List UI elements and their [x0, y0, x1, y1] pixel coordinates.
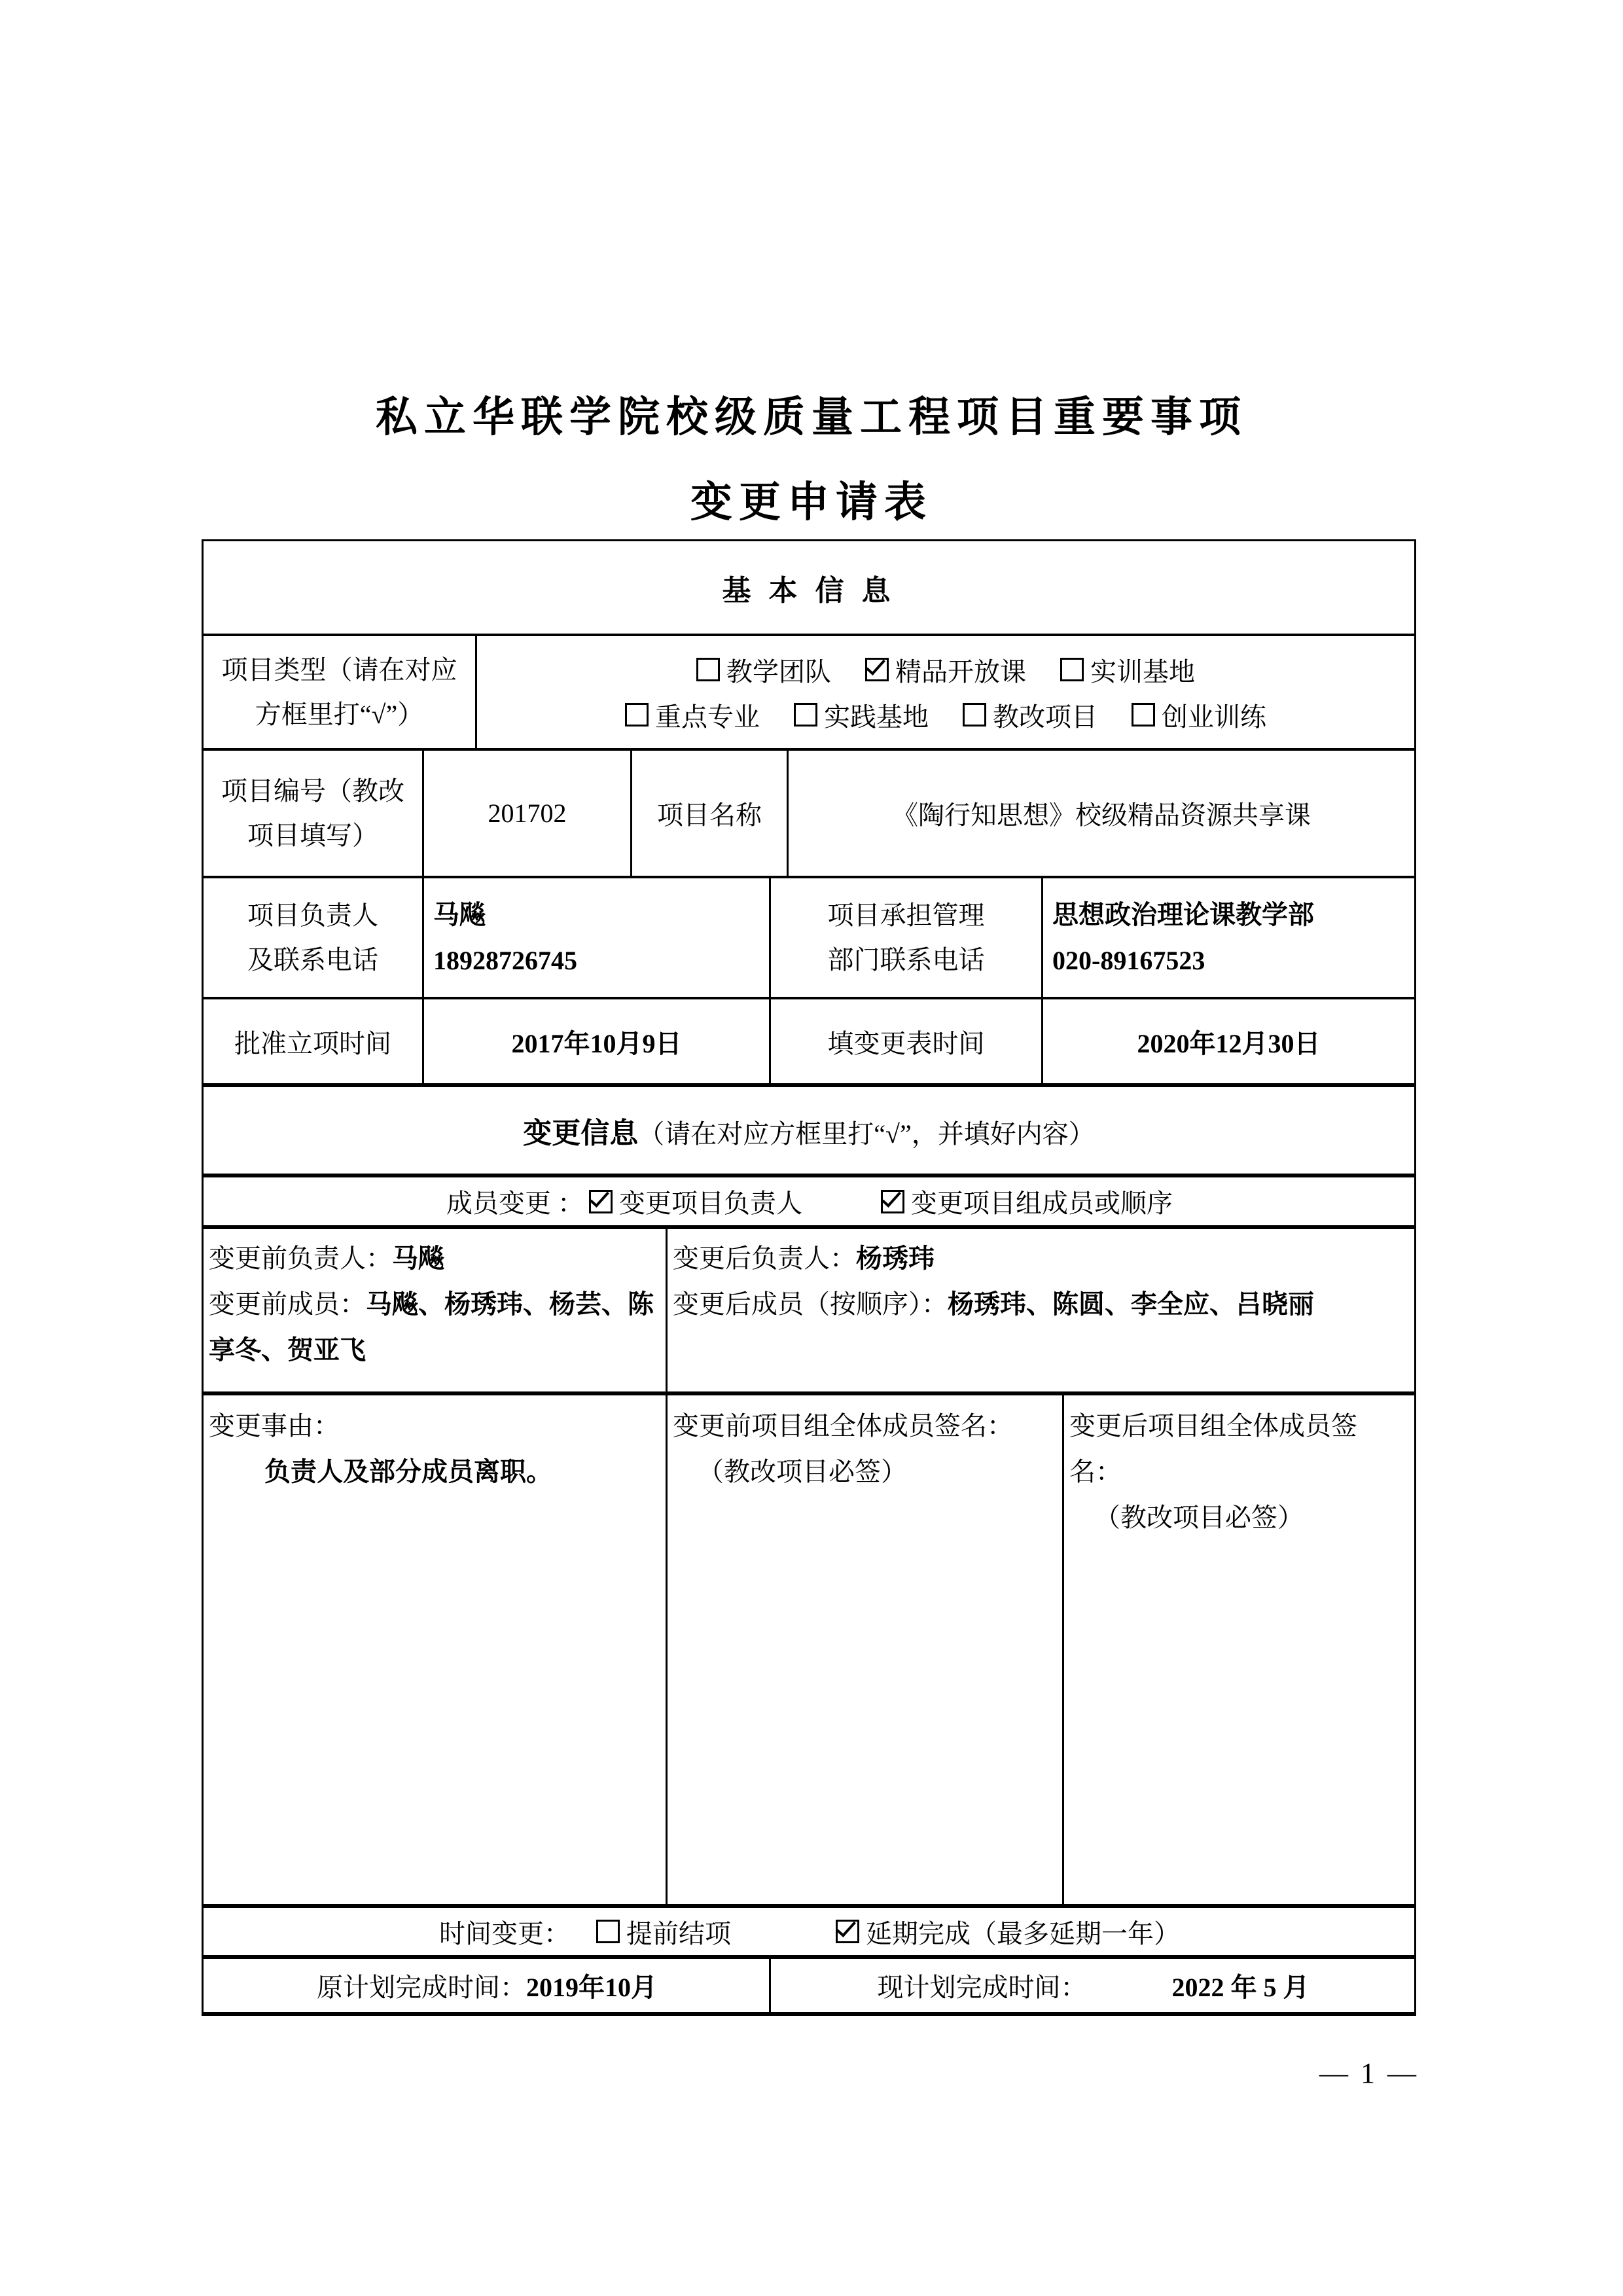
checkbox-change-leader-icon	[589, 1190, 613, 1213]
reason-label: 变更事由：	[209, 1411, 340, 1441]
leader-value-cell	[422, 878, 769, 997]
project-name-label: 项目名称	[657, 800, 762, 830]
fill-date-value-cell	[1041, 999, 1414, 1083]
old-plan-cell	[204, 1959, 769, 2012]
project-name-value-cell	[787, 751, 1414, 876]
dept-label-line2: 部门联系电话	[827, 944, 985, 975]
reason-text: 负责人及部分成员离职。	[264, 1457, 552, 1486]
project-name-value: 《陶行知思想》校级精品资源共享课	[892, 800, 1311, 830]
plan-date-row	[204, 1955, 1414, 2012]
member-change-cell	[204, 1177, 1414, 1225]
leader-name: 马飚	[433, 899, 486, 929]
after-leader-label: 变更后负责人：	[673, 1244, 856, 1273]
approval-date-value: 2017年10月9日	[511, 1028, 682, 1058]
document-title-line2: 变更申请表	[690, 478, 933, 526]
project-number-label-line2: 项目填写）	[247, 820, 378, 850]
change-info-subtitle: （请在对应方框里打“√”，并填好内容）	[638, 1119, 1095, 1149]
old-plan-label: 原计划完成时间：	[317, 1973, 526, 2002]
checkbox-reform-project-icon	[963, 703, 986, 726]
basic-info-header-row	[204, 541, 1414, 634]
option-change-members	[881, 1183, 1173, 1220]
checkbox-key-major-icon	[625, 703, 649, 726]
document-title-line1: 私立华联学院校级质量工程项目重要事项	[376, 393, 1247, 440]
before-leader-name: 马飚	[392, 1244, 444, 1273]
leader-phone: 18928726745	[433, 945, 577, 975]
fill-date-label: 填变更表时间	[827, 1028, 985, 1058]
signature-before-note: （教改项目必签）	[698, 1457, 907, 1486]
basic-info-header-cell	[204, 541, 1414, 634]
approval-date-label: 批准立项时间	[234, 1028, 391, 1058]
option-early-completion-label: 提前结项	[626, 1918, 731, 1948]
checkbox-training-base-icon	[1060, 658, 1084, 681]
project-number-label-cell	[204, 751, 422, 876]
option-key-major-label: 重点专业	[655, 702, 760, 732]
project-type-label-line1: 项目类型（请在对应	[221, 655, 457, 685]
dept-phone: 020-89167523	[1052, 945, 1205, 975]
option-change-leader-label: 变更项目负责人	[619, 1189, 802, 1218]
project-type-options-cell	[475, 636, 1414, 748]
option-entrepreneurship-training-label: 创业训练	[1162, 702, 1266, 732]
checkbox-premium-open-course-icon	[865, 658, 889, 681]
option-training-base	[1060, 651, 1195, 689]
signature-after-note: （教改项目必签）	[1094, 1503, 1304, 1532]
dept-name: 思想政治理论课教学部	[1052, 899, 1314, 929]
project-type-options-line1	[679, 651, 1212, 689]
option-premium-open-course	[865, 651, 1026, 689]
old-plan-value: 2019年10月	[526, 1973, 657, 2002]
option-early-completion	[596, 1913, 731, 1950]
project-name-label-cell	[630, 751, 787, 876]
project-type-label-cell	[204, 636, 475, 748]
dept-value-cell	[1041, 878, 1414, 997]
signature-after-label: 变更后项目组全体成员签名：	[1069, 1411, 1357, 1486]
option-reform-project-label: 教改项目	[993, 702, 1097, 732]
member-change-label: 成员变更 ：	[446, 1189, 584, 1218]
checkbox-practice-base-icon	[794, 703, 817, 726]
option-training-base-label: 实训基地	[1090, 656, 1195, 687]
dept-label-cell	[769, 878, 1041, 997]
project-type-row	[204, 634, 1414, 748]
project-number-label-line1: 项目编号（教改	[221, 776, 404, 806]
signature-after-cell	[1062, 1395, 1414, 1904]
checkbox-teaching-team-icon	[696, 658, 720, 681]
new-plan-value: 2022 年 5 月	[1171, 1973, 1310, 2002]
after-members-label: 变更后成员（按顺序）：	[673, 1289, 948, 1319]
time-change-label: 时间变更：	[439, 1918, 570, 1948]
option-delayed-completion	[836, 1913, 1180, 1950]
fill-date-value: 2020年12月30日	[1137, 1028, 1321, 1058]
leader-label-cell	[204, 878, 422, 997]
dept-label-line1: 项目承担管理	[827, 900, 985, 930]
project-type-options-line2	[608, 696, 1283, 734]
member-change-row	[204, 1174, 1414, 1225]
checkbox-entrepreneurship-training-icon	[1132, 703, 1155, 726]
fill-date-label-cell	[769, 999, 1041, 1083]
before-members-label: 变更前成员：	[209, 1289, 366, 1319]
approval-date-label-cell	[204, 999, 422, 1083]
member-detail-row	[204, 1225, 1414, 1391]
signature-before-label: 变更前项目组全体成员签名：	[673, 1411, 1013, 1441]
option-teaching-team	[696, 651, 831, 689]
project-number-value: 201702	[488, 798, 567, 828]
option-teaching-team-label: 教学团队	[726, 656, 831, 687]
leader-label-line2: 及联系电话	[247, 944, 378, 975]
time-change-row	[204, 1904, 1414, 1955]
after-change-cell	[666, 1229, 1414, 1391]
basic-info-title: 基 本 信 息	[722, 574, 896, 607]
option-entrepreneurship-training	[1132, 696, 1266, 734]
new-plan-label: 现计划完成时间：	[877, 1973, 1087, 2002]
project-number-value-cell	[422, 751, 630, 876]
checkbox-early-completion-icon	[596, 1920, 620, 1943]
new-plan-cell	[769, 1959, 1414, 2012]
before-members-names: 马飚、杨琇玮、杨芸、陈享冬、贺亚飞	[209, 1289, 654, 1365]
approval-date-row	[204, 997, 1414, 1083]
change-info-header-row	[204, 1083, 1414, 1174]
change-info-header-cell	[204, 1087, 1414, 1174]
project-type-label-line2: 方框里打“√”）	[255, 699, 424, 729]
option-change-leader	[589, 1183, 802, 1220]
form-table	[202, 539, 1416, 2016]
change-info-title: 变更信息	[523, 1117, 639, 1149]
option-delayed-completion-label: 延期完成（最多延期一年）	[866, 1918, 1180, 1948]
reason-signature-row	[204, 1391, 1414, 1904]
option-change-members-label: 变更项目组成员或顺序	[911, 1189, 1173, 1218]
reason-cell	[204, 1395, 666, 1904]
signature-before-cell	[666, 1395, 1062, 1904]
option-key-major	[625, 696, 760, 734]
after-members-names: 杨琇玮、陈圆、李全应、吕晓丽	[948, 1289, 1314, 1319]
after-leader-name: 杨琇玮	[856, 1244, 935, 1273]
checkbox-delayed-completion-icon	[836, 1920, 859, 1943]
before-leader-label: 变更前负责人：	[209, 1244, 392, 1273]
time-change-cell	[204, 1908, 1414, 1955]
project-leader-row	[204, 876, 1414, 997]
option-practice-base-label: 实践基地	[824, 702, 929, 732]
leader-label-line1: 项目负责人	[247, 900, 378, 930]
option-practice-base	[794, 696, 929, 734]
checkbox-change-members-icon	[881, 1190, 904, 1213]
page-number: — 1 —	[1319, 2057, 1419, 2089]
approval-date-value-cell	[422, 999, 769, 1083]
option-premium-open-course-label: 精品开放课	[895, 656, 1026, 687]
before-change-cell	[204, 1229, 666, 1391]
option-reform-project	[963, 696, 1097, 734]
project-number-row	[204, 748, 1414, 876]
